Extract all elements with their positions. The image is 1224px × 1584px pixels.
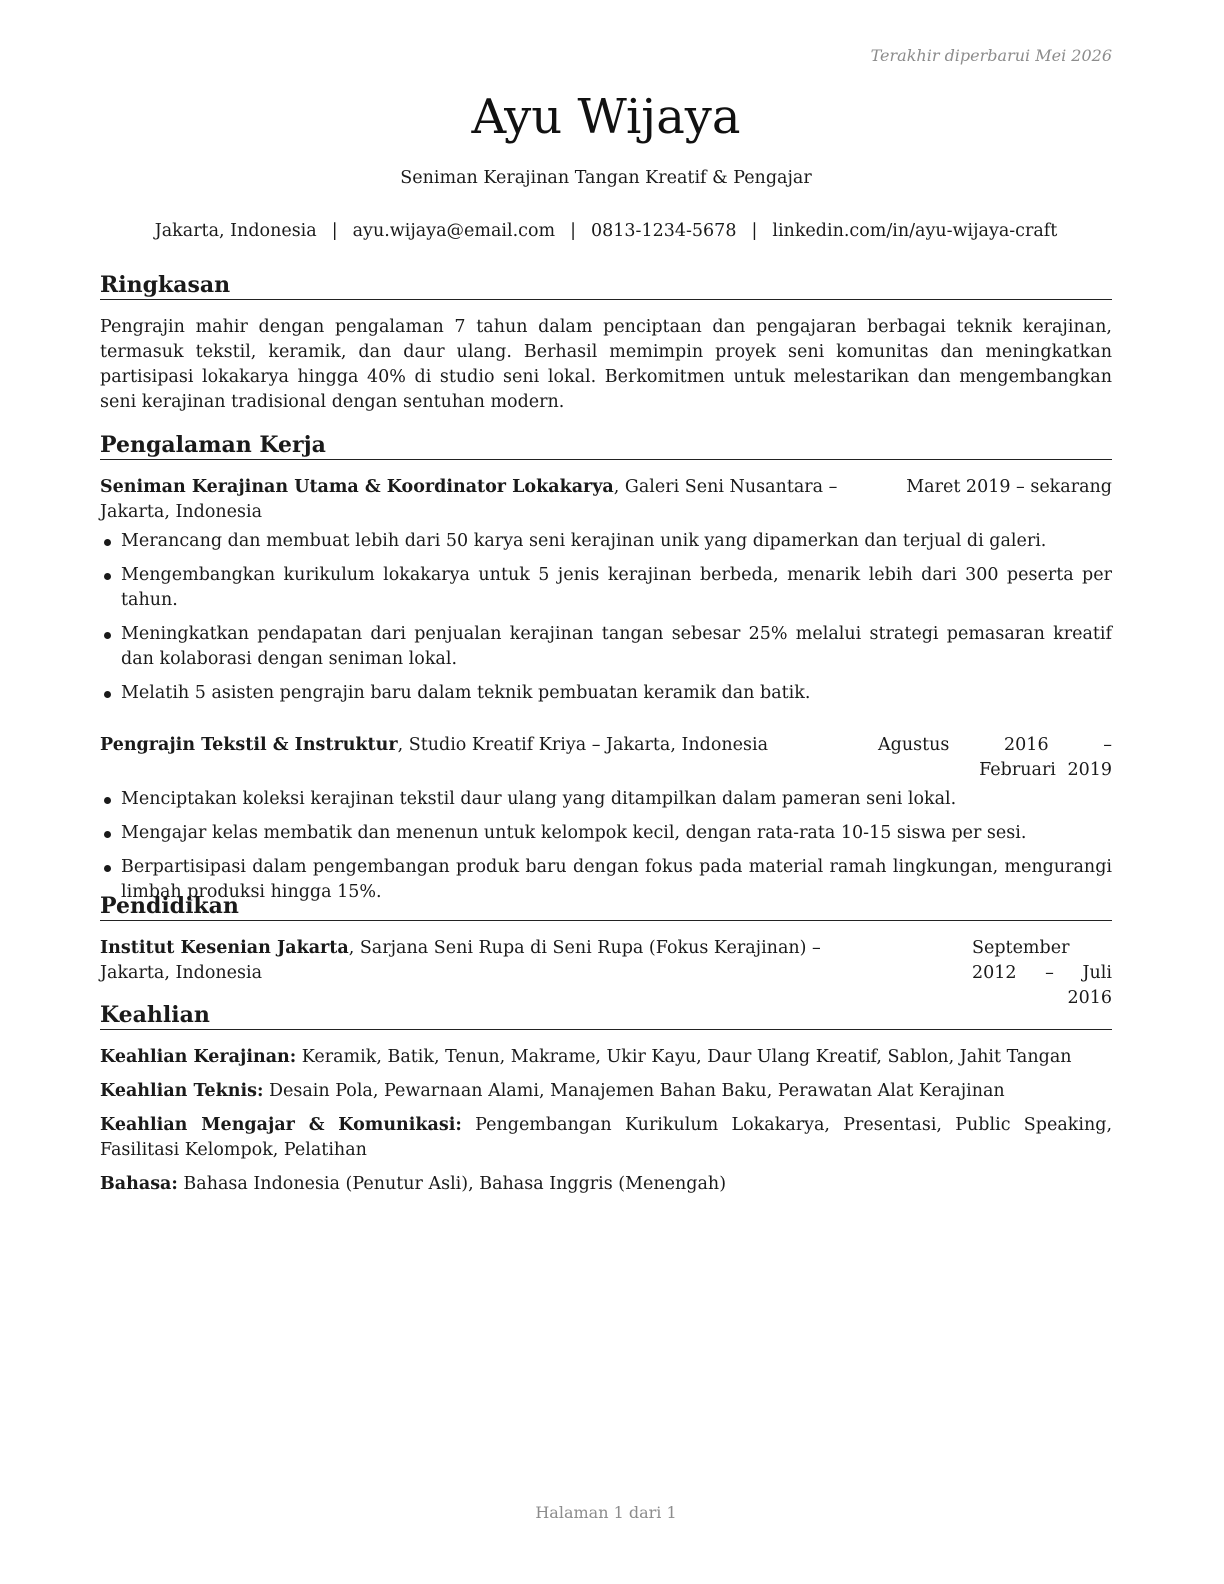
skills-section	[100, 1001, 1112, 1197]
list-item: Melatih 5 asisten pengrajin baru dalam teknik pembuatan keramik dan batik.	[100, 681, 1112, 706]
job-date: Maret 2019 – sekarang	[906, 477, 1112, 497]
last-updated: Terakhir diperbarui Mei 2026	[870, 46, 1112, 65]
summary-text: Pengrajin mahir dengan pengalaman 7 tahun dalam penciptaan dan pengajaran berbagai teknik kerajinan, termasuk tekstil, keramik, dan daur ulang. Berhasil memimpin proyek seni komunitas dan meningkatkan partisipasi lokakarya hingga 40% di studio seni lokal. Berkomitmen untuk melestarikan dan mengembangkan seni kerajinan tradisional dengan sentuhan modern.	[100, 317, 1112, 412]
experience-section	[100, 431, 1112, 905]
section-title-summary: Ringkasan	[100, 271, 1112, 300]
education-institution: Institut Kesenian Jakarta	[100, 938, 349, 958]
section-title-experience: Pengalaman Kerja	[100, 431, 1112, 460]
person-name: Ayu Wijaya	[471, 89, 741, 145]
contact-separator: |	[570, 221, 577, 241]
skill-value: Bahasa Indonesia (Penutur Asli), Bahasa Inggris (Menengah)	[177, 1174, 727, 1194]
education-entry	[100, 936, 1112, 1011]
section-title-skills: Keahlian	[100, 1001, 1112, 1030]
skill-label: Keahlian Mengajar & Komunikasi:	[100, 1115, 462, 1135]
education-date: September 2012 – Juli 2016	[972, 938, 1112, 1008]
summary-section	[100, 271, 1112, 415]
list-item: Merancang dan membuat lebih dari 50 karya seni kerajinan unik yang dipamerkan dan terjual di galeri.	[100, 529, 1112, 554]
skill-row	[100, 1045, 1112, 1070]
job-bullets	[100, 529, 1112, 706]
contact-location: Jakarta, Indonesia	[154, 221, 317, 241]
skill-label: Bahasa:	[100, 1174, 178, 1194]
list-item: Meningkatkan pendapatan dari penjualan kerajinan tangan sebesar 25% melalui strategi pemasaran kreatif dan kolaborasi dengan seniman lokal.	[100, 622, 1112, 672]
job-entry	[100, 475, 1112, 706]
section-title-education: Pendidikan	[100, 892, 1112, 921]
list-item: Menciptakan koleksi kerajinan tekstil daur ulang yang ditampilkan dalam pameran seni lokal.	[100, 787, 1112, 812]
person-subtitle: Seniman Kerajinan Tangan Kreatif & Pengajar	[400, 168, 812, 188]
page-number: Halaman 1 dari 1	[535, 1503, 677, 1522]
job-header	[100, 475, 1112, 525]
contact-linkedin[interactable]: linkedin.com/in/ayu-wijaya-craft	[772, 221, 1058, 241]
job-role: Pengrajin Tekstil & Instruktur	[100, 735, 398, 755]
resume-page	[100, 0, 1112, 1584]
contact-email[interactable]: ayu.wijaya@email.com	[352, 221, 556, 241]
education-detail: , Sarjana Seni Rupa di Seni Rupa (Fokus Kerajinan) – Jakarta, Indonesia	[100, 938, 821, 983]
contact-separator: |	[751, 221, 758, 241]
skill-label: Keahlian Teknis:	[100, 1081, 264, 1101]
skill-row	[100, 1172, 1112, 1197]
skill-value: Keramik, Batik, Tenun, Makrame, Ukir Kayu, Daur Ulang Kreatif, Sablon, Jahit Tangan	[296, 1047, 1072, 1067]
contact-separator: |	[331, 221, 338, 241]
contact-line	[100, 219, 1112, 244]
skill-row	[100, 1113, 1112, 1163]
education-title-line	[100, 936, 880, 986]
skill-row	[100, 1079, 1112, 1104]
job-title-line	[100, 733, 878, 758]
job-org: , Galeri Seni Nusantara – Jakarta, Indonesia	[100, 477, 838, 522]
skill-value: Desain Pola, Pewarnaan Alami, Manajemen Bahan Baku, Perawatan Alat Kerajinan	[263, 1081, 1005, 1101]
list-item: Berpartisipasi dalam pengembangan produk baru dengan fokus pada material ramah lingkungan, mengurangi limbah produksi hingga 15%.	[100, 855, 1112, 905]
job-title-line	[100, 475, 872, 525]
job-date: Agustus 2016 – Februari 2019	[878, 735, 1112, 780]
job-header	[100, 733, 1112, 783]
skill-label: Keahlian Kerajinan:	[100, 1047, 297, 1067]
job-org: , Studio Kreatif Kriya – Jakarta, Indonesia	[397, 735, 769, 755]
education-section	[100, 892, 1112, 1011]
job-entry	[100, 733, 1112, 905]
skill-value: Pengembangan Kurikulum Lokakarya, Presentasi, Public Speaking, Fasilitasi Kelompok, Pelatihan	[100, 1115, 1113, 1160]
contact-phone: 0813-1234-5678	[591, 221, 737, 241]
list-item: Mengembangkan kurikulum lokakarya untuk 5 jenis kerajinan berbeda, menarik lebih dari 300 peserta per tahun.	[100, 563, 1112, 613]
job-bullets	[100, 787, 1112, 905]
job-role: Seniman Kerajinan Utama & Koordinator Lokakarya	[100, 477, 614, 497]
list-item: Mengajar kelas membatik dan menenun untuk kelompok kecil, dengan rata-rata 10-15 siswa per sesi.	[100, 821, 1112, 846]
